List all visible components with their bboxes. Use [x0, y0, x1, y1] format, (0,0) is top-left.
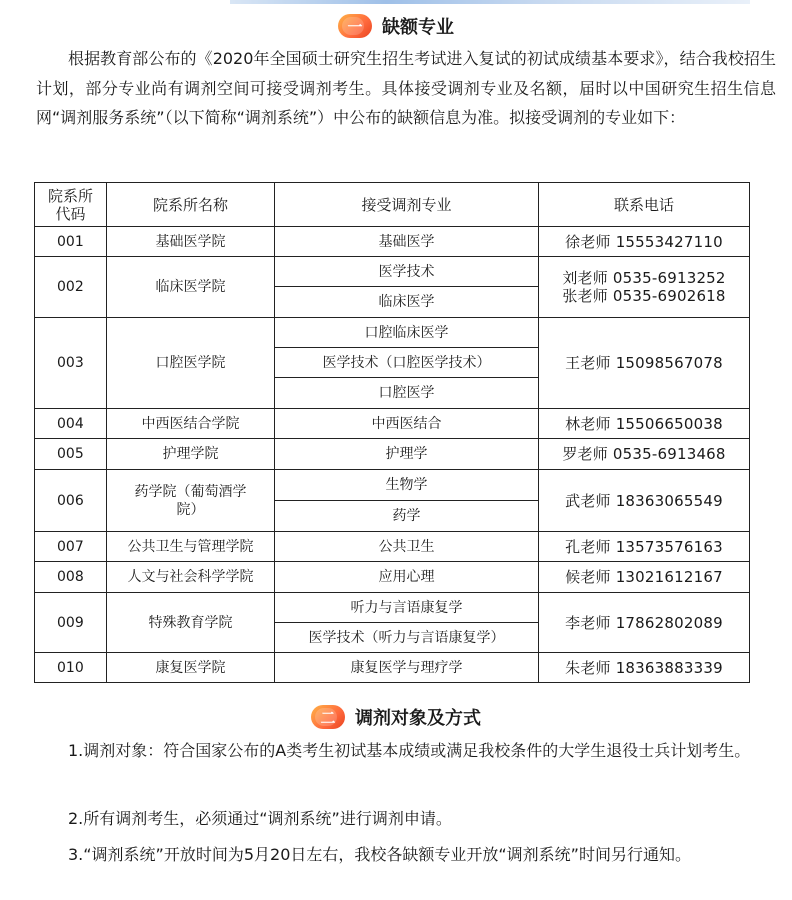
header-major: 接受调剂专业: [275, 183, 539, 227]
table-row: 008 人文与社会科学学院 应用心理 候老师 13021612167: [35, 562, 750, 593]
item-1: 1.调剂对象：符合国家公布的A类考生初试基本成绩或满足我校条件的大学生退役士兵计划考生。: [68, 741, 751, 760]
section-1-number: 一: [347, 17, 363, 36]
header-contact: 联系电话: [539, 183, 750, 227]
table-row: 001 基础医学院 基础医学 徐老师 15553427110: [35, 227, 750, 257]
section-2-heading: [0, 699, 792, 735]
table-row: 004 中西医结合学院 中西医结合 林老师 15506650038: [35, 409, 750, 439]
header-name: 院系所名称: [107, 183, 275, 227]
table-header-row: [35, 183, 750, 227]
table-row: 临床医学: [35, 287, 750, 318]
section-1-heading: [0, 8, 792, 44]
majors-table: [34, 182, 750, 683]
table-row: 002 临床医学院 医学技术 刘老师 0535-6913252 张老师 0535-6902618: [35, 257, 750, 287]
section-2-number: 二: [320, 708, 336, 727]
intro-paragraph: 根据教育部公布的《2020年全国硕士研究生招生考试进入复试的初试成绩基本要求》，结合我校招生计划，部分专业尚有调剂空间可接受调剂考生。具体接受调剂专业及名额，届时以中国研究生招生信息网“调剂服务系统”（以下简称“调剂系统”）中公布的缺额信息为准。拟接受调剂的专业如下：: [36, 49, 776, 127]
table-row: 医学技术（口腔医学技术）: [35, 348, 750, 378]
table-row: 009 特殊教育学院 听力与言语康复学 李老师 17862802089: [35, 593, 750, 623]
table-row: 007 公共卫生与管理学院 公共卫生 孔老师 13573576163: [35, 532, 750, 562]
table-row: 药学: [35, 501, 750, 532]
table-row: 005 护理学院 护理学 罗老师 0535-6913468: [35, 439, 750, 470]
top-decoration-strip: [230, 0, 750, 4]
table-row: 003 口腔医学院 口腔临床医学 王老师 15098567078: [35, 318, 750, 348]
table-row: 006 药学院（葡萄酒学 院） 生物学 武老师 18363065549: [35, 470, 750, 501]
table-row: 010 康复医学院 康复医学与理疗学 朱老师 18363883339: [35, 653, 750, 683]
section-1-title: 缺额专业: [382, 17, 454, 38]
item-3: 3.“调剂系统”开放时间为5月20日左右，我校各缺额专业开放“调剂系统”时间另行通知。: [68, 845, 691, 864]
table-row: 口腔医学: [35, 378, 750, 409]
section-2-badge-icon: [311, 704, 347, 730]
item-2: 2.所有调剂考生，必须通过“调剂系统”进行调剂申请。: [68, 809, 452, 828]
section-2-title: 调剂对象及方式: [355, 708, 481, 729]
table-row: 医学技术（听力与言语康复学）: [35, 623, 750, 653]
section-1-badge-icon: [338, 13, 374, 39]
header-code: 院系所 代码: [35, 183, 107, 227]
